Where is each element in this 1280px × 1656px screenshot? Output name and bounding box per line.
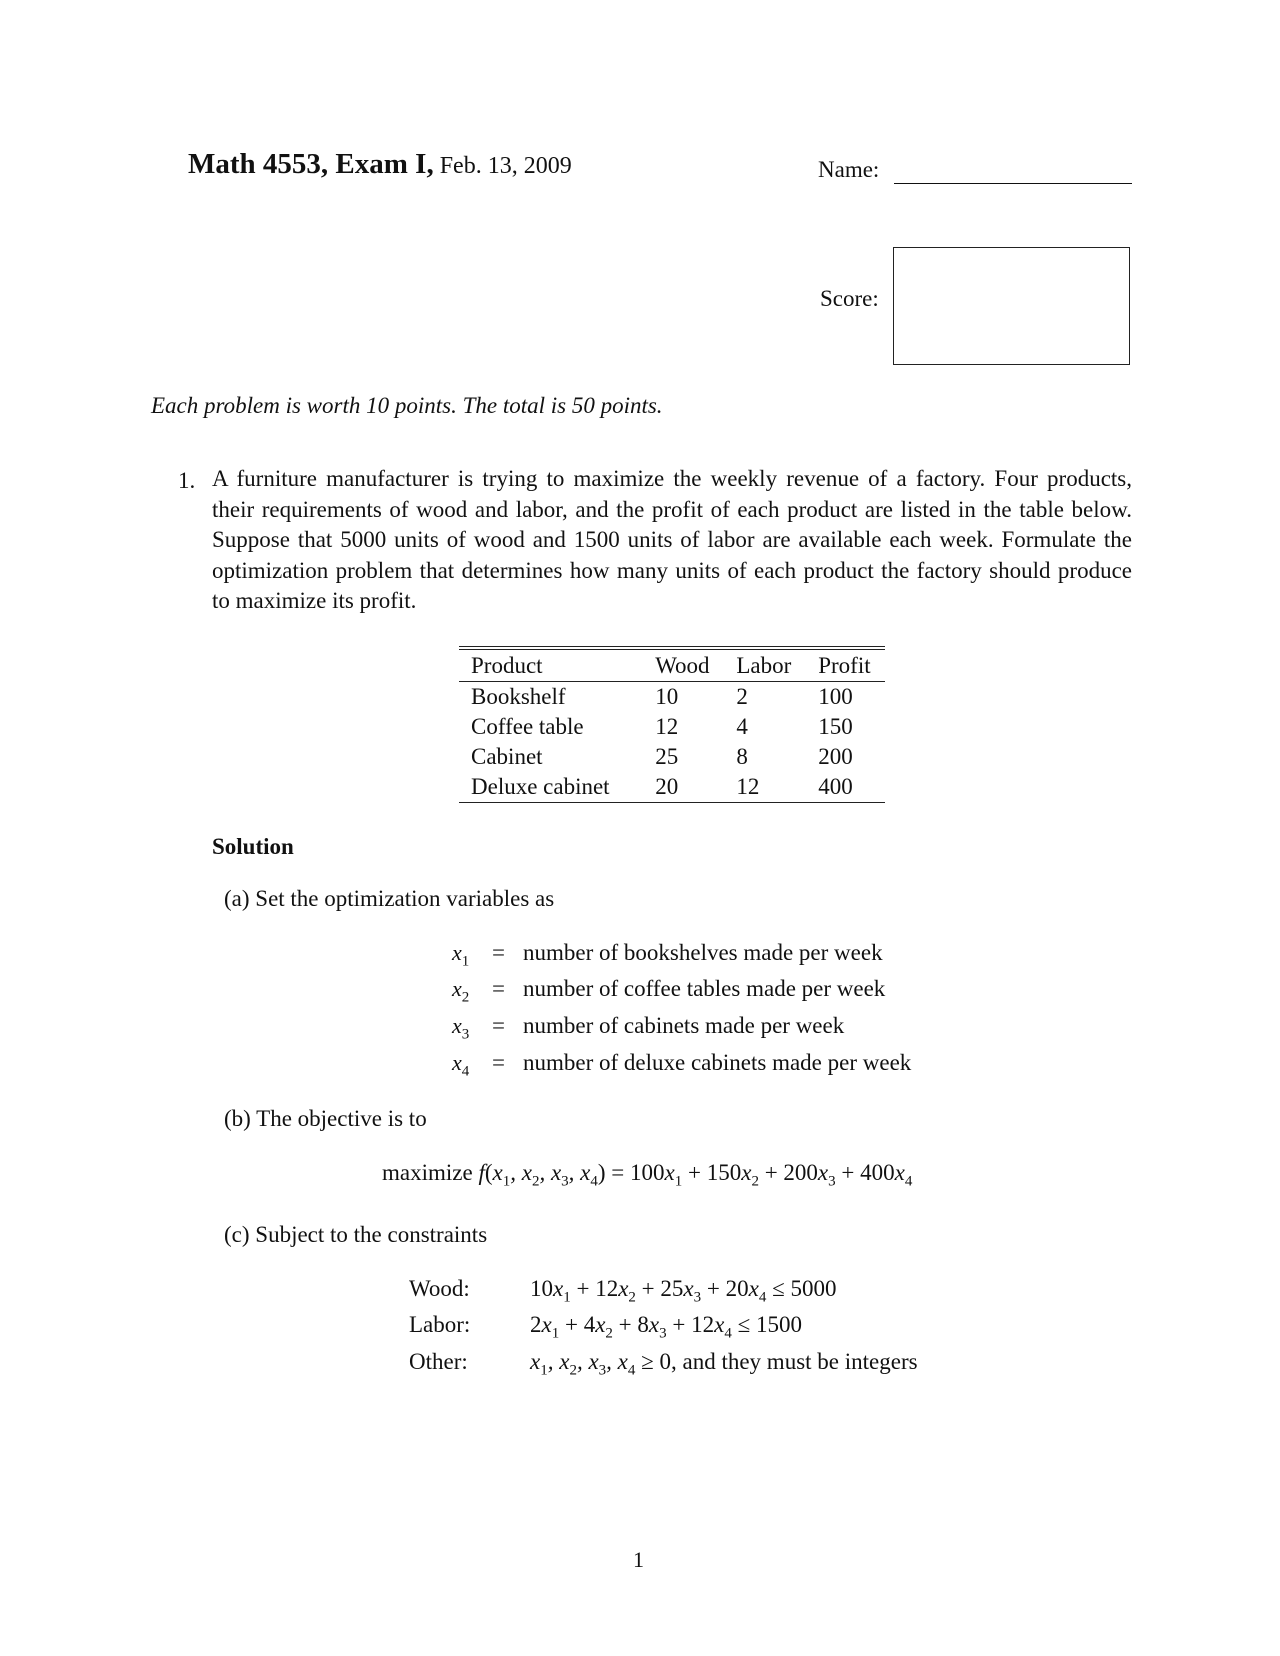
variable-letter: x [452, 976, 462, 1001]
variable-letter: x [452, 940, 462, 965]
table-row [459, 772, 885, 803]
variable-row [0, 1050, 1280, 1082]
constraint-label-labor: Labor: [409, 1312, 471, 1337]
equals-sign: = [492, 1050, 505, 1075]
constraint-label-wood: Wood: [409, 1276, 470, 1301]
table-header-cell: Labor [724, 648, 806, 682]
variable-row [0, 976, 1280, 1008]
score-label: Score: [820, 286, 879, 311]
table-header-cell: Wood [643, 648, 724, 682]
problem-number: 1. [178, 468, 196, 493]
variable-definition: number of deluxe cabinets made per week [523, 1050, 912, 1075]
table-cell: Coffee table [471, 714, 584, 739]
table-cell: 20 [655, 774, 679, 799]
table-cell: 10 [655, 684, 679, 709]
variable-subscript: 3 [461, 1026, 470, 1043]
name-label: Name: [818, 157, 880, 182]
score-box [893, 247, 1130, 365]
constraint-wood-expression: $10x_1 + 12x_2 + 25x_3 + 20x_4 \le 5000$ [530, 1276, 837, 1306]
equals-sign: = [492, 976, 505, 1001]
wood-limit: 5000 [790, 1276, 837, 1301]
variable-subscript: 4 [461, 1063, 470, 1080]
part-b-text: (b) The objective is to [224, 1106, 427, 1131]
variable-subscript: 1 [461, 953, 470, 970]
table-cell: 25 [655, 744, 679, 769]
table-row [459, 682, 885, 713]
page-number: 1 [633, 1547, 644, 1572]
instructions-text: Each problem is worth 10 points. The total is 50 points. [151, 393, 663, 418]
table-cell: 4 [736, 714, 748, 739]
table-header-cell: Product [459, 648, 643, 682]
table-cell: 12 [736, 774, 760, 799]
variable-definition: number of cabinets made per week [523, 1013, 845, 1038]
equals-sign: = [492, 940, 505, 965]
table-cell: 8 [736, 744, 748, 769]
objective-function [382, 1160, 912, 1191]
variable-letter: x [452, 1050, 462, 1075]
labor-limit: 1500 [755, 1312, 802, 1337]
equals-sign: = [492, 1013, 505, 1038]
variable-definition: number of coffee tables made per week [523, 976, 886, 1001]
variable-row [0, 940, 1280, 972]
maximize-word: maximize [382, 1160, 473, 1185]
exam-title [188, 148, 572, 181]
table-cell: Deluxe cabinet [471, 774, 610, 799]
table-cell: 200 [818, 744, 853, 769]
table-cell: 400 [818, 774, 853, 799]
variable-symbol [452, 1013, 469, 1043]
variable-subscript: 2 [461, 989, 470, 1006]
table-row [459, 742, 885, 772]
table-header-cell: Profit [806, 648, 885, 682]
exam-title-text: Math 4553, Exam I, [188, 148, 434, 180]
table-row [459, 712, 885, 742]
problem-text: A furniture manufacturer is trying to maximize the weekly revenue of a factory. Four products, their requirements of wood and labor, and the profit of each product are listed in the table below. Suppose that 5000 units of wood and 1500 units of labor are available each week. Formulate the optimization problem that determines how many units of each product the factory should produce to maximize its profit. [212, 466, 1132, 613]
exam-date: Feb. 13, 2009 [439, 153, 572, 179]
constraint-labor-expression: $2x_1 + 4x_2 + 8x_3 + 12x_4 \le 1500$ [530, 1312, 802, 1342]
variable-symbol [452, 940, 469, 970]
variable-letter: x [452, 1013, 462, 1038]
table-header-row [459, 648, 885, 682]
objective-expression: $f(x_1$, $x_2$, $x_3$, $x_4) = 100x_1 + 150x_2 + 200x_3 + 400x_4$ [478, 1160, 913, 1190]
constraint-other-expression: $x_1$, $x_2$, $x_3$, $x_4 \ge 0$, and they must be integers [530, 1349, 918, 1379]
product-table [459, 646, 885, 803]
variable-definition: number of bookshelves made per week [523, 940, 883, 965]
table-cell: Bookshelf [471, 684, 566, 709]
table-cell: 100 [818, 684, 853, 709]
table-cell: 150 [818, 714, 853, 739]
integer-requirement: and they must be integers [682, 1349, 918, 1374]
constraint-label-other: Other: [409, 1349, 468, 1374]
variable-symbol [452, 976, 469, 1006]
variable-row [0, 1013, 1280, 1045]
table-cell: 2 [736, 684, 748, 709]
name-field-line [894, 183, 1132, 184]
part-a-text: (a) Set the optimization variables as [224, 886, 555, 911]
table-cell: Cabinet [471, 744, 543, 769]
solution-heading: Solution [212, 834, 294, 859]
table-cell: 12 [655, 714, 679, 739]
part-c-text: (c) Subject to the constraints [224, 1222, 488, 1247]
variable-symbol [452, 1050, 469, 1080]
